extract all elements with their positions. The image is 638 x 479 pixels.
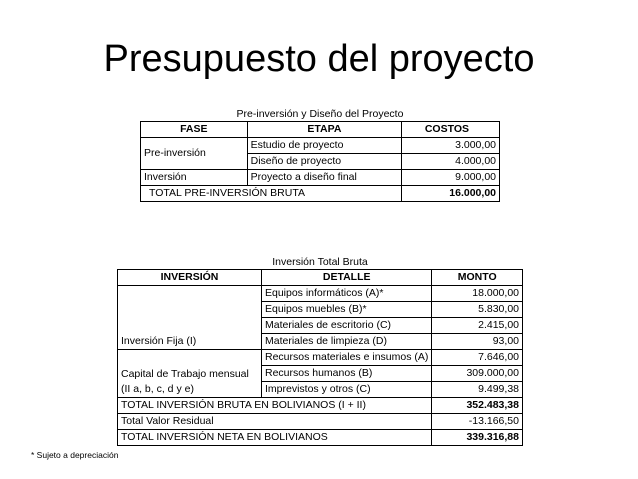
monto-cell: 7.646,00 — [432, 350, 523, 366]
header-costos: COSTOS — [402, 122, 500, 138]
detalle-cell: Imprevistos y otros (C) — [261, 382, 431, 398]
table-row — [141, 170, 500, 186]
monto-cell: 5.830,00 — [432, 302, 523, 318]
detalle-cell: Equipos informáticos (A)* — [261, 286, 431, 302]
fase-cell: Pre-inversión — [141, 138, 248, 170]
group-capital-trabajo — [118, 350, 262, 398]
table-row — [118, 350, 523, 366]
group-inversion-fija: Inversión Fija (I) — [118, 286, 262, 350]
inversion-total-table — [117, 269, 523, 446]
group-capital-line2: (II a, b, c, d y e) — [121, 383, 194, 395]
costo-cell: 4.000,00 — [402, 154, 500, 170]
total-value: -13.166,50 — [432, 414, 523, 430]
header-fase: FASE — [141, 122, 248, 138]
footnote: * Sujeto a depreciación — [31, 450, 119, 460]
monto-cell: 9.499,38 — [432, 382, 523, 398]
total-value: 16.000,00 — [402, 186, 500, 202]
detalle-cell: Equipos muebles (B)* — [261, 302, 431, 318]
total-row — [118, 430, 523, 446]
detalle-cell: Materiales de escritorio (C) — [261, 318, 431, 334]
table-row — [141, 138, 500, 154]
total-label: TOTAL PRE-INVERSIÓN BRUTA — [141, 186, 402, 202]
pre-inversion-table — [140, 121, 500, 202]
etapa-cell: Estudio de proyecto — [247, 138, 402, 154]
etapa-cell: Diseño de proyecto — [247, 154, 402, 170]
total-row — [118, 414, 523, 430]
header-monto: MONTO — [432, 270, 523, 286]
total-value: 339.316,88 — [432, 430, 523, 446]
total-value: 352.483,38 — [432, 398, 523, 414]
monto-cell: 93,00 — [432, 334, 523, 350]
group-capital-line1: Capital de Trabajo mensual — [121, 368, 249, 380]
pre-inversion-caption: Pre-inversión y Diseño del Proyecto — [236, 108, 404, 120]
costo-cell: 9.000,00 — [402, 170, 500, 186]
total-row — [118, 398, 523, 414]
total-label: TOTAL INVERSIÓN NETA EN BOLIVIANOS — [118, 430, 432, 446]
monto-cell: 309.000,00 — [432, 366, 523, 382]
detalle-cell: Materiales de limpieza (D) — [261, 334, 431, 350]
total-label: TOTAL INVERSIÓN BRUTA EN BOLIVIANOS (I + II) — [118, 398, 432, 414]
costo-cell: 3.000,00 — [402, 138, 500, 154]
monto-cell: 18.000,00 — [432, 286, 523, 302]
total-row — [141, 186, 500, 202]
table-header-row — [118, 270, 523, 286]
inversion-total-caption: Inversión Total Bruta — [272, 256, 368, 268]
detalle-cell: Recursos humanos (B) — [261, 366, 431, 382]
header-detalle: DETALLE — [261, 270, 431, 286]
table-header-row — [141, 122, 500, 138]
detalle-cell: Recursos materiales e insumos (A) — [261, 350, 431, 366]
header-etapa: ETAPA — [247, 122, 402, 138]
slide-title: Presupuesto del proyecto — [103, 38, 535, 80]
table-row — [118, 286, 523, 302]
header-inversion: INVERSIÓN — [118, 270, 262, 286]
total-label: Total Valor Residual — [118, 414, 432, 430]
fase-cell: Inversión — [141, 170, 248, 186]
monto-cell: 2.415,00 — [432, 318, 523, 334]
etapa-cell: Proyecto a diseño final — [247, 170, 402, 186]
